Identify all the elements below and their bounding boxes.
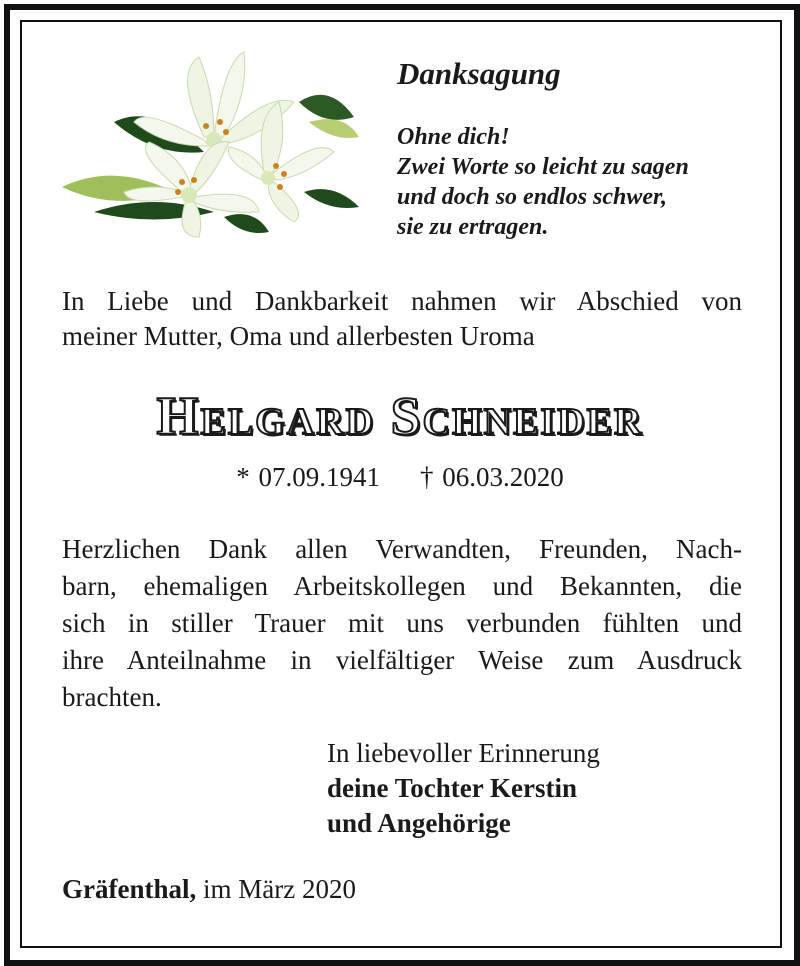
closing-signer: deine Tochter Kerstin bbox=[327, 773, 578, 803]
intro-line: In Liebe und Dankbarkeit nahmen wir Abschied von bbox=[62, 286, 742, 316]
intro-paragraph bbox=[62, 284, 742, 354]
poem-line: Zwei Worte so leicht zu sagen bbox=[397, 154, 689, 180]
place-town: Gräfenthal, bbox=[62, 874, 197, 904]
heading-danksagung: Danksagung bbox=[397, 56, 561, 91]
thanks-paragraph bbox=[62, 531, 742, 716]
place-date: im März 2020 bbox=[203, 874, 356, 904]
deceased-name-text: Helgard Schneider bbox=[156, 386, 644, 446]
life-dates bbox=[0, 462, 800, 493]
poem-line: Ohne dich! bbox=[397, 124, 510, 150]
thanks-line: sich in stiller Trauer mit uns verbunden fühlten und bbox=[62, 608, 742, 638]
closing-relatives: und Angehörige bbox=[327, 808, 511, 838]
closing-signature bbox=[327, 736, 600, 841]
intro-line: meiner Mutter, Oma und allerbesten Uroma bbox=[62, 321, 535, 351]
death-date: † 06.03.2020 bbox=[420, 462, 564, 492]
thanks-line: brachten. bbox=[62, 682, 162, 712]
poem-line: sie zu ertragen. bbox=[397, 214, 549, 240]
thanks-line: barn, ehemaligen Arbeitskollegen und Bekannten, die bbox=[62, 571, 742, 601]
thanks-line: Herzlichen Dank allen Verwandten, Freunden, Nach- bbox=[62, 534, 742, 564]
lily-bouquet-image bbox=[54, 42, 364, 242]
deceased-name bbox=[0, 385, 800, 447]
birth-date: * 07.09.1941 bbox=[236, 462, 380, 492]
poem-line: und doch so endlos schwer, bbox=[397, 184, 668, 210]
closing-line: In liebevoller Erinnerung bbox=[327, 738, 600, 768]
place-and-date bbox=[62, 874, 356, 905]
thanks-line: ihre Anteilnahme in vielfältiger Weise zum Ausdruck bbox=[62, 645, 742, 675]
poem bbox=[397, 122, 689, 242]
